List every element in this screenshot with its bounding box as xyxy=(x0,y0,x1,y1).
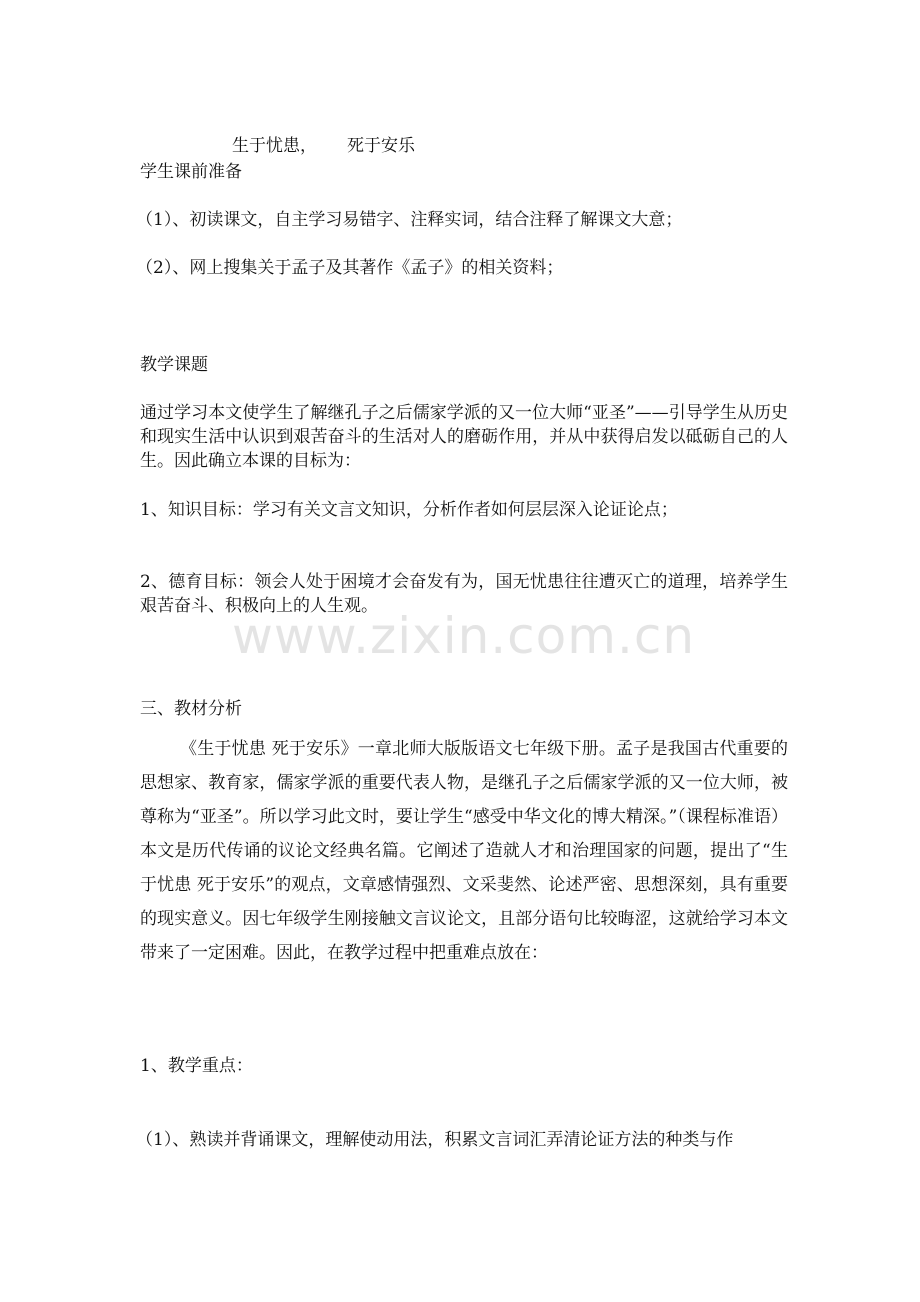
title-part2: 死于安乐 xyxy=(347,136,415,156)
goal-knowledge: 1、知识目标：学习有关文言文知识，分析作者如何层层深入论证论点； xyxy=(140,500,678,520)
key-points-heading: 1、教学重点： xyxy=(140,1056,253,1076)
topic-paragraph: 通过学习本文使学生了解继孔子之后儒家学派的又一位大师“亚圣”——引导学生从历史和现实生活中认识到艰苦奋斗的生活对人的磨砺作用，并从中获得启发以砥砺自己的人生。因此确立本课的目标为： xyxy=(140,403,788,471)
key-point-item-1: （1）、熟读并背诵课文，理解使动用法，积累文言词汇弄清论证方法的种类与作 xyxy=(136,1130,734,1150)
title-part1: 生于忧患， xyxy=(232,136,317,156)
prep-item-2: （2）、网上搜集关于孟子及其著作《孟子》的相关资料； xyxy=(136,258,564,278)
goal-moral: 2、德育目标：领会人处于困境才会奋发有为，国无忧患往往遭灭亡的道理，培养学生艰苦奋斗、积极向上的人生观。 xyxy=(140,572,788,616)
watermark: www.zixin.com.cn xyxy=(232,607,696,665)
prep-item-1: （1）、初读课文，自主学习易错字、注释实词，结合注释了解课文大意； xyxy=(136,210,683,230)
prep-heading: 学生课前准备 xyxy=(140,162,242,182)
analysis-paragraph: 《生于忧患 死于安乐》一章北师大版版语文七年级下册。孟子是我国古代重要的思想家、教育家，儒家学派的重要代表人物，是继孔子之后儒家学派的又一位大师，被尊称为“亚圣”。所以学习此文时，要让学生“感受中华文化的博大精深。”（课程标准语）本文是历代传诵的议论文经典名篇。它阐述了造就人才和治理国家的问题，提出了“生于忧患 死于安乐”的观点，文章感情强烈、文采斐然、论述严密、思想深刻，具有重要的现实意义。因七年级学生刚接触文言议论文，且部分语句比较晦涩，这就给学习本文带来了一定困难。因此，在教学过程中把重难点放在： xyxy=(140,739,788,963)
section-3-heading: 三、教材分析 xyxy=(140,699,242,719)
topic-heading: 教学课题 xyxy=(140,355,208,375)
lesson-title xyxy=(232,134,415,158)
